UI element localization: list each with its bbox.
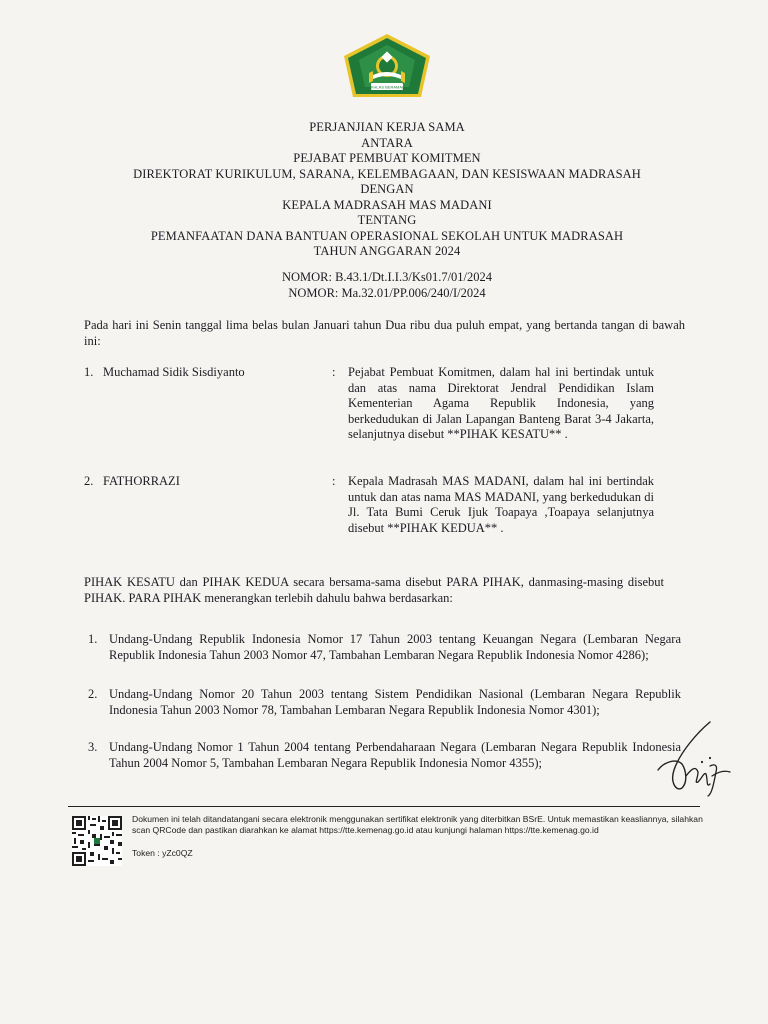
title-line: KEPALA MADRASAH MAS MADANI — [282, 197, 492, 212]
qr-code-icon[interactable] — [72, 816, 122, 866]
title-line: ANTARA — [361, 135, 413, 150]
kemenag-logo-icon — [343, 33, 431, 99]
law-number: 3. — [88, 740, 98, 754]
document-title — [60, 120, 714, 260]
law-number: 2. — [88, 687, 98, 701]
title-line: PERJANJIAN KERJA SAMA — [309, 120, 465, 134]
party-number: 1. — [84, 365, 94, 379]
party-colon: : — [332, 365, 336, 379]
party-description: Pejabat Pembuat Komitmen, dalam hal ini bertindak untuk dan atas nama Direktorat Jendral Pendidikan Islam Kementerian Agama Republik Indonesia, yang berkedudukan di Jalan Lapangan Banteng Barat 3-4 Jakarta, selanjutnya disebut **PIHAK KESATU** . — [348, 365, 654, 441]
title-line: DIREKTORAT KURIKULUM, SARANA, KELEMBAGAAN, DAN KESISWAAN MADRASAH — [133, 166, 641, 181]
law-item: Undang-Undang Republik Indonesia Nomor 17 Tahun 2003 tentang Keuangan Negara (Lembaran Negara Republik Indonesia Tahun 2003 Nomor 47, Tambahan Lembaran Negara Republik Indonesia Nomor 4286); — [109, 632, 681, 662]
title-line: PEJABAT PEMBUAT KOMITMEN — [293, 151, 481, 165]
nomor-line: NOMOR: Ma.32.01/PP.006/240/I/2024 — [288, 285, 486, 300]
e-signature-notice: Dokumen ini telah ditandatangani secara elektronik menggunakan sertifikat elektronik yang diterbitkan BSrE. Untuk memastikan keasliannya, silahkan scan QRCode dan pastikan diarahkan ke alamat https://tte.kemenag.go.id atau kunjungi halaman https://tte.kemenag.go.id — [132, 814, 703, 835]
document-numbers — [60, 270, 714, 301]
party-description: Kepala Madrasah MAS MADANI, dalam hal ini bertindak untuk dan atas nama MAS MADANI, yang berkedudukan di Jl. Tata Bumi Ceruk Ijuk Toapaya ,Toapaya selanjutnya disebut **PIHAK KEDUA** . — [348, 474, 654, 535]
title-line: TENTANG — [357, 213, 417, 227]
law-item: Undang-Undang Nomor 20 Tahun 2003 tentang Sistem Pendidikan Nasional (Lembaran Negara Republik Indonesia Tahun 2003 Nomor 78, Tambahan Lembaran Negara Republik Indonesia Nomor 4301); — [109, 687, 681, 717]
footer-divider — [68, 806, 700, 807]
party-colon: : — [332, 474, 336, 488]
token-label: Token : yZc0QZ — [132, 848, 193, 858]
nomor-line: NOMOR: B.43.1/Dt.I.I.3/Ks01.7/01/2024 — [281, 270, 493, 284]
intro-paragraph: Pada hari ini Senin tanggal lima belas bulan Januari tahun Dua ribu dua puluh empat, yang bertanda tangan di bawah ini: — [84, 318, 685, 348]
para-pihak-paragraph: PIHAK KESATU dan PIHAK KEDUA secara bersama-sama disebut PARA PIHAK, danmasing-masing disebut PIHAK. PARA PIHAK menerangkan terlebih dahulu bahwa berdasarkan: — [84, 575, 664, 605]
title-line: PEMANFAATAN DANA BANTUAN OPERASIONAL SEKOLAH UNTUK MADRASAH — [150, 228, 624, 243]
title-line: TAHUN ANGGARAN 2024 — [313, 244, 461, 258]
svg-text:IKHLAS BERAMAL: IKHLAS BERAMAL — [369, 84, 405, 90]
party-name: FATHORRAZI — [103, 474, 180, 488]
law-number: 1. — [88, 632, 98, 646]
title-line: DENGAN — [360, 182, 414, 196]
handwritten-signature-icon — [652, 718, 736, 798]
law-item: Undang-Undang Nomor 1 Tahun 2004 tentang Perbendaharaan Negara (Lembaran Negara Republik Indonesia Tahun 2004 Nomor 5, Tambahan Lembaran Negara Republik Indonesia Nomor 4355); — [109, 740, 681, 770]
party-number: 2. — [84, 474, 94, 488]
party-name: Muchamad Sidik Sisdiyanto — [103, 365, 245, 379]
